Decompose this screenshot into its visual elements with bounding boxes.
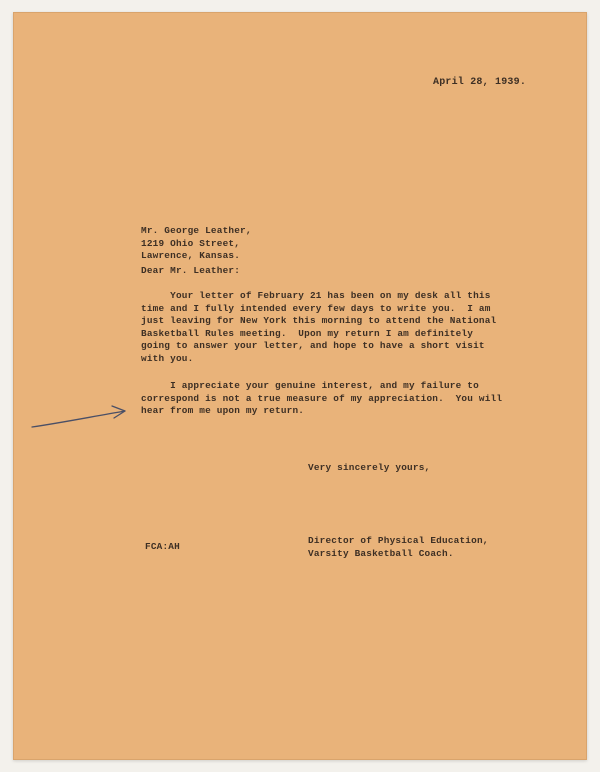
- paragraph-line: hear from me upon my return.: [141, 405, 305, 416]
- address-line: Lawrence, Kansas.: [141, 250, 241, 261]
- paragraph-line: I appreciate your genuine interest, and my failure to: [141, 380, 479, 391]
- paragraph-line: Basketball Rules meeting. Upon my return I am definitely: [141, 327, 474, 339]
- body-paragraph-2: [141, 380, 502, 418]
- letter-page: [13, 12, 587, 760]
- closing: Very sincerely yours,: [308, 462, 431, 473]
- typist-initials: FCA:AH: [145, 541, 180, 552]
- signature-line: Director of Physical Education,: [308, 535, 489, 546]
- paragraph-line: correspond is not a true measure of my appreciation. You will: [141, 392, 503, 404]
- paragraph-line: time and I fully intended every few days to write you. I am: [141, 302, 491, 314]
- paragraph-line: Your letter of February 21 has been on my desk all this: [141, 290, 491, 301]
- paragraph-line: with you.: [141, 352, 194, 364]
- address-line: Mr. George Leather,: [141, 225, 252, 236]
- body-paragraph-1: [141, 290, 496, 365]
- signature-line: Varsity Basketball Coach.: [308, 547, 454, 559]
- salutation: Dear Mr. Leather:: [141, 265, 241, 276]
- letter-date: April 28, 1939.: [433, 77, 527, 88]
- paragraph-line: just leaving for New York this morning to attend the National: [141, 315, 497, 326]
- handwritten-arrow-icon: [30, 405, 130, 431]
- signature-block: [308, 535, 489, 560]
- paragraph-line: going to answer your letter, and hope to have a short visit: [141, 340, 485, 351]
- address-line: 1219 Ohio Street,: [141, 237, 241, 249]
- recipient-address: [141, 225, 252, 263]
